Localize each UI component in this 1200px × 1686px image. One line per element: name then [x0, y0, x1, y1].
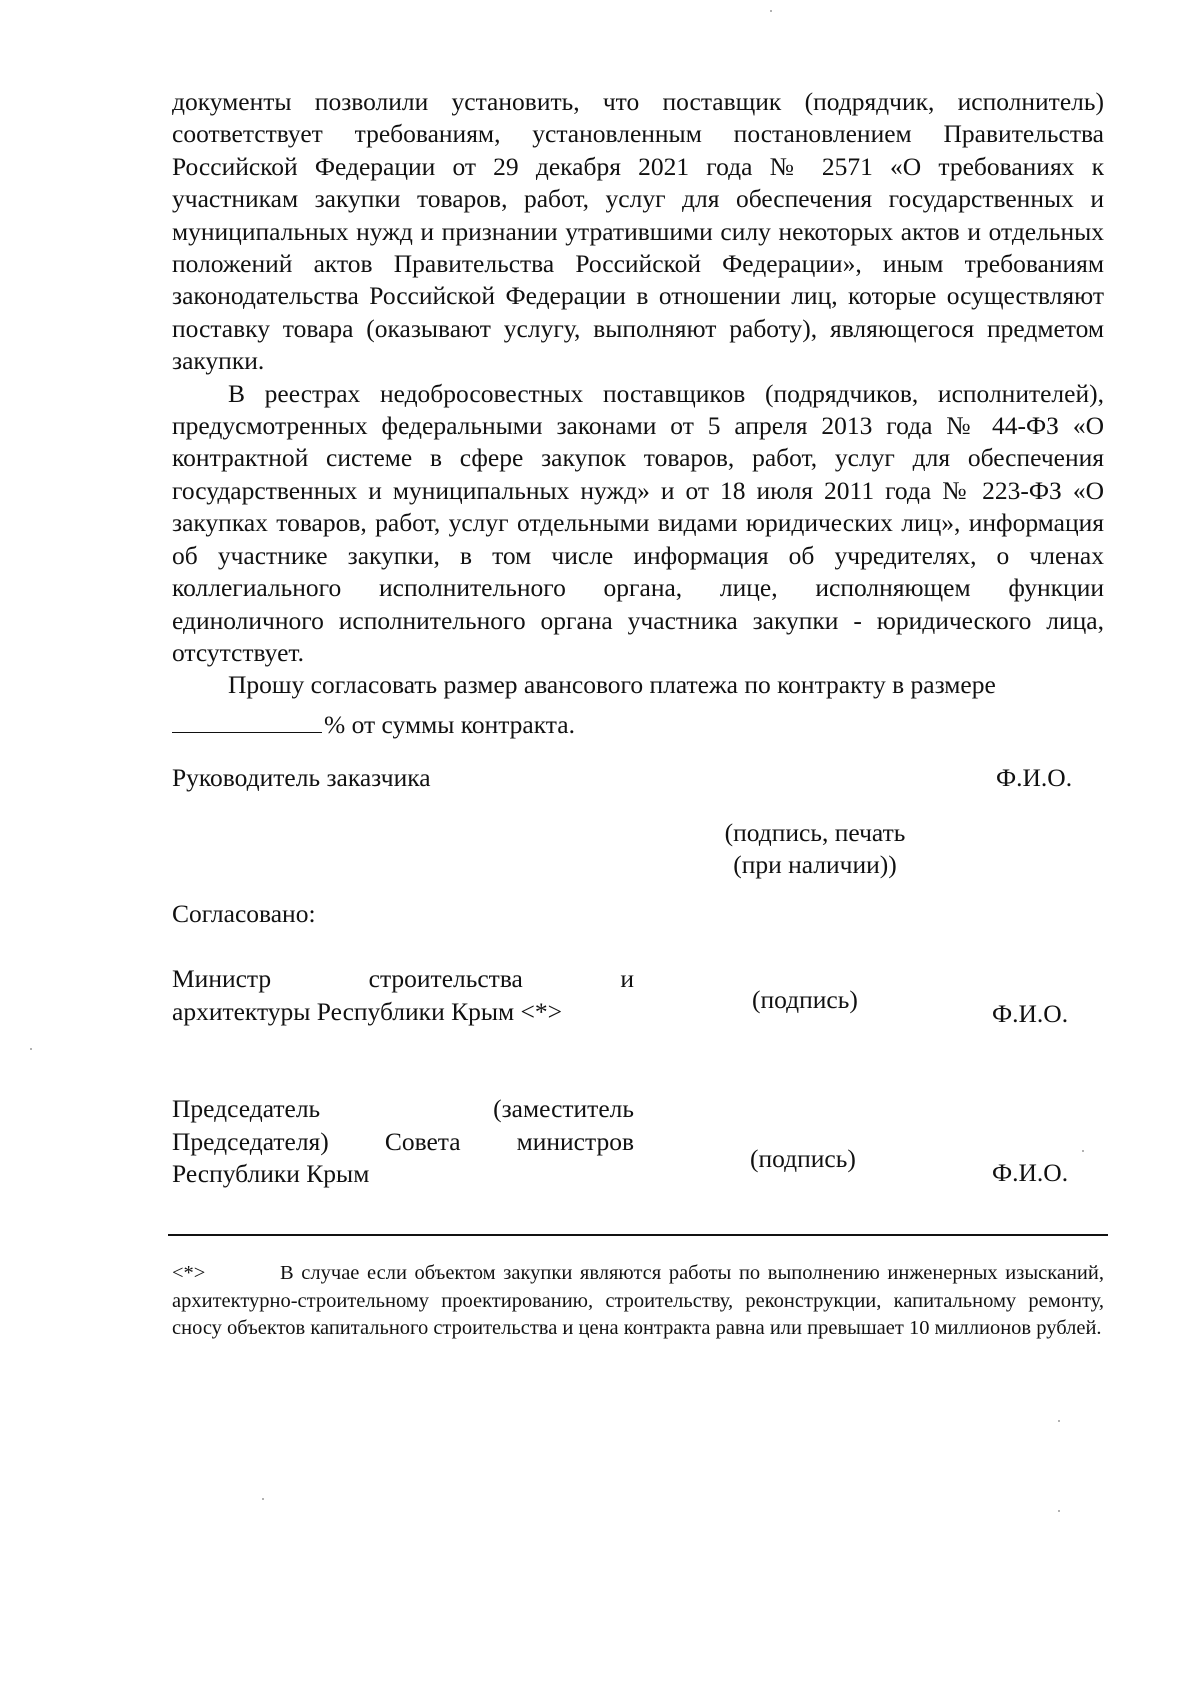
minister-signature-caption: (подпись)	[752, 985, 858, 1014]
footnote	[172, 1260, 1104, 1343]
footnote-separator	[168, 1234, 1108, 1236]
paragraph-advance-request: Прошу согласовать размер авансового платежа по контракту в размере	[228, 670, 996, 700]
minister-title-line-1	[172, 963, 634, 996]
sign-stamp-line-1: (подпись, печать	[724, 818, 906, 847]
chairman-word-3: Председателя)	[172, 1126, 329, 1156]
chairman-word-1: Председатель	[172, 1094, 321, 1123]
chairman-title-line-1	[172, 1093, 634, 1126]
paragraph-compliance: документы позволили установить, что поставщик (подрядчик, исполнитель) соответствует требованиям, установленным постановлением Правительства Российской Федерации от 29 декабря 2021 года № 2571 «О требованиях к участникам закупки товаров, работ, услуг для обеспечения государственных и муниципальных нужд и признании утратившими силу некоторых актов и отдельных положений актов Правительства Российской Федерации», иным требованиям законодательства Российской Федерации в отношении лиц, которые осуществляют поставку товара (оказывают услугу, выполняют работу), являющегося предметом закупки.	[172, 87, 1104, 376]
minister-word-1: Министр	[172, 964, 272, 993]
chairman-word-5: министров	[516, 1126, 634, 1156]
scan-speck	[30, 1048, 32, 1050]
customer-head-label: Руководитель заказчика	[172, 763, 431, 792]
minister-word-2: строительства	[368, 964, 523, 993]
chairman-title-line-3: Республики Крым	[172, 1159, 370, 1188]
minister-fio: Ф.И.О.	[992, 999, 1069, 1028]
agreed-label: Согласовано:	[172, 899, 316, 928]
advance-percent-line	[172, 708, 575, 741]
advance-percent-blank	[172, 708, 322, 733]
body-text	[172, 86, 1104, 702]
customer-sign-stamp-caption	[700, 817, 930, 881]
customer-head-fio: Ф.И.О.	[996, 763, 1073, 792]
minister-title-line-2: архитектуры Республики Крым <*>	[172, 996, 563, 1026]
chairman-word-2: (заместитель	[493, 1094, 634, 1123]
scan-speck	[1082, 1150, 1084, 1152]
footnote-mark: <*>	[172, 1262, 206, 1284]
footnote-text: В случае если объектом закупки являются работы по выполнению инженерных изысканий, архитектурно-строительному проектированию, строительству, реконструкции, капитальному ремонту, сносу объектов капитального строительства и цена контракта равна или превышает 10 миллионов рублей.	[172, 1262, 1104, 1339]
chairman-title-line-2	[172, 1126, 634, 1159]
scan-speck	[770, 10, 772, 12]
chairman-signature-caption: (подпись)	[750, 1144, 856, 1173]
minister-word-3: и	[620, 964, 634, 993]
chairman-fio: Ф.И.О.	[992, 1158, 1069, 1187]
paragraph-registry: В реестрах недобросовестных поставщиков (подрядчиков, исполнителей), предусмотренных федеральными законами от 5 апреля 2013 года № 44-ФЗ «О контрактной системе в сфере закупок товаров, работ, услуг для обеспечения государственных и муниципальных нужд» и от 18 июля 2011 года № 223-ФЗ «О закупках товаров, работ, услуг отдельными видами юридических лиц», информация об участнике закупки, в том числе информация об учредителях, о членах коллегиального исполнительного органа, лице, исполняющем функции единоличного исполнительного органа участника закупки - юридического лица, отсутствует.	[172, 378, 1104, 667]
scan-speck	[1058, 1510, 1060, 1512]
advance-percent-suffix: % от суммы контракта.	[324, 710, 575, 739]
minister-title	[172, 963, 634, 1028]
scan-speck	[1058, 1420, 1060, 1422]
chairman-title	[172, 1093, 634, 1191]
sign-stamp-line-2: (при наличии))	[733, 850, 897, 879]
chairman-word-4: Совета	[384, 1126, 461, 1156]
scan-speck	[262, 1498, 264, 1500]
